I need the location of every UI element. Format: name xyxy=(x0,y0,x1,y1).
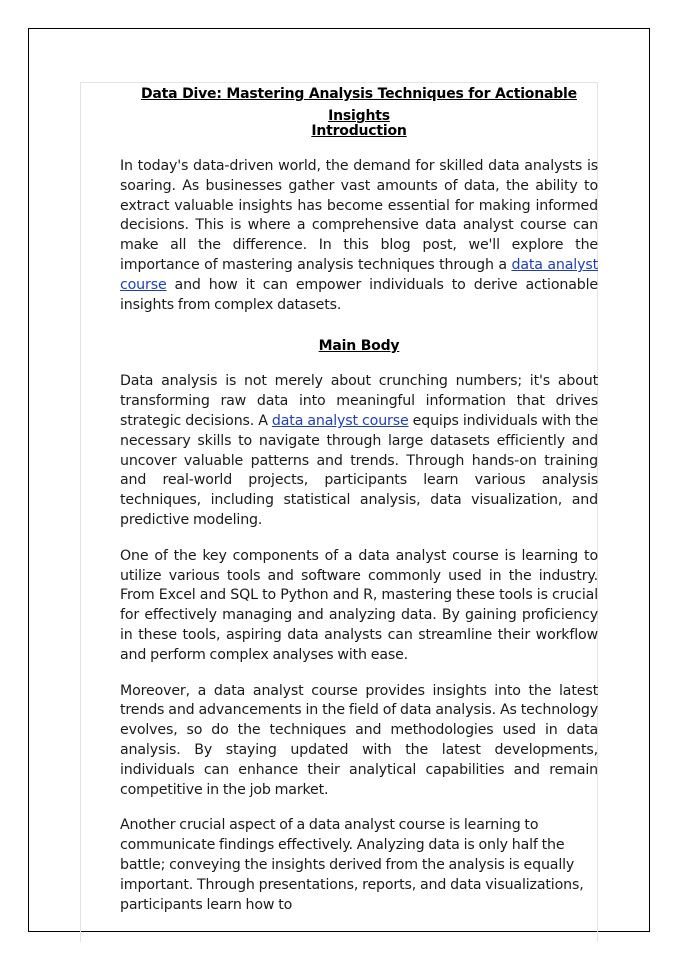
document-content xyxy=(120,83,598,915)
main-body-heading: Main Body xyxy=(318,338,400,355)
main-body-paragraph-1 xyxy=(120,372,598,530)
document-title: Data Dive: Mastering Analysis Techniques for Actionable Insights xyxy=(141,86,577,124)
main-body-paragraph-2: One of the key components of a data analyst course is learning to utilize various tools and software commonly used in the industry. From Excel and SQL to Python and R, mastering these tools is crucial for effectively managing and analyzing data. By gaining proficiency in these tools, aspiring data analysts can streamline their workflow and perform complex analyses with ease. xyxy=(120,547,598,663)
intro-text-before-link: In today's data-driven world, the demand for skilled data analysts is soaring. As businesses gather vast amounts of data, the ability to extract valuable insights has become essential for making informed decisions. This is where a comprehensive data analyst course can make all the difference. In this blog post, we'll explore the importance of mastering analysis techniques through a xyxy=(120,158,598,273)
main-body-paragraph-4: Another crucial aspect of a data analyst course is learning to communicate findings effectively. Analyzing data is only half the battle; conveying the insights derived from the analysis is equally important. Through presentations, reports, and data visualizations, participants learn how to xyxy=(120,817,584,913)
main-body-paragraph-3: Moreover, a data analyst course provides insights into the latest trends and advancements in the field of data analysis. As technology evolves, so do the techniques and methodologies used in data analysis. By staying updated with the latest developments, individuals can enhance their analytical capabilities and remain competitive in the job market. xyxy=(120,682,598,798)
introduction-heading: Introduction xyxy=(311,123,407,139)
main-data-analyst-course-link[interactable]: data analyst course xyxy=(271,412,409,429)
introduction-paragraph xyxy=(120,157,598,315)
intro-data-analyst-course-link[interactable]: data analyst course xyxy=(120,256,598,293)
main-text-before-link: Data analysis is not merely about crunching numbers; it's about transforming raw data into meaningful information that drives strategic decisions. A xyxy=(120,373,598,429)
intro-text-after-link: and how it can empower individuals to derive actionable insights from complex datasets. xyxy=(120,276,598,313)
main-text-after-link: equips individuals with the necessary skills to navigate through large datasets efficiently and uncover valuable patterns and trends. Through hands-on training and real-world projects, participants learn various analysis techniques, including statistical analysis, data visualization, and predictive modeling. xyxy=(120,412,598,528)
